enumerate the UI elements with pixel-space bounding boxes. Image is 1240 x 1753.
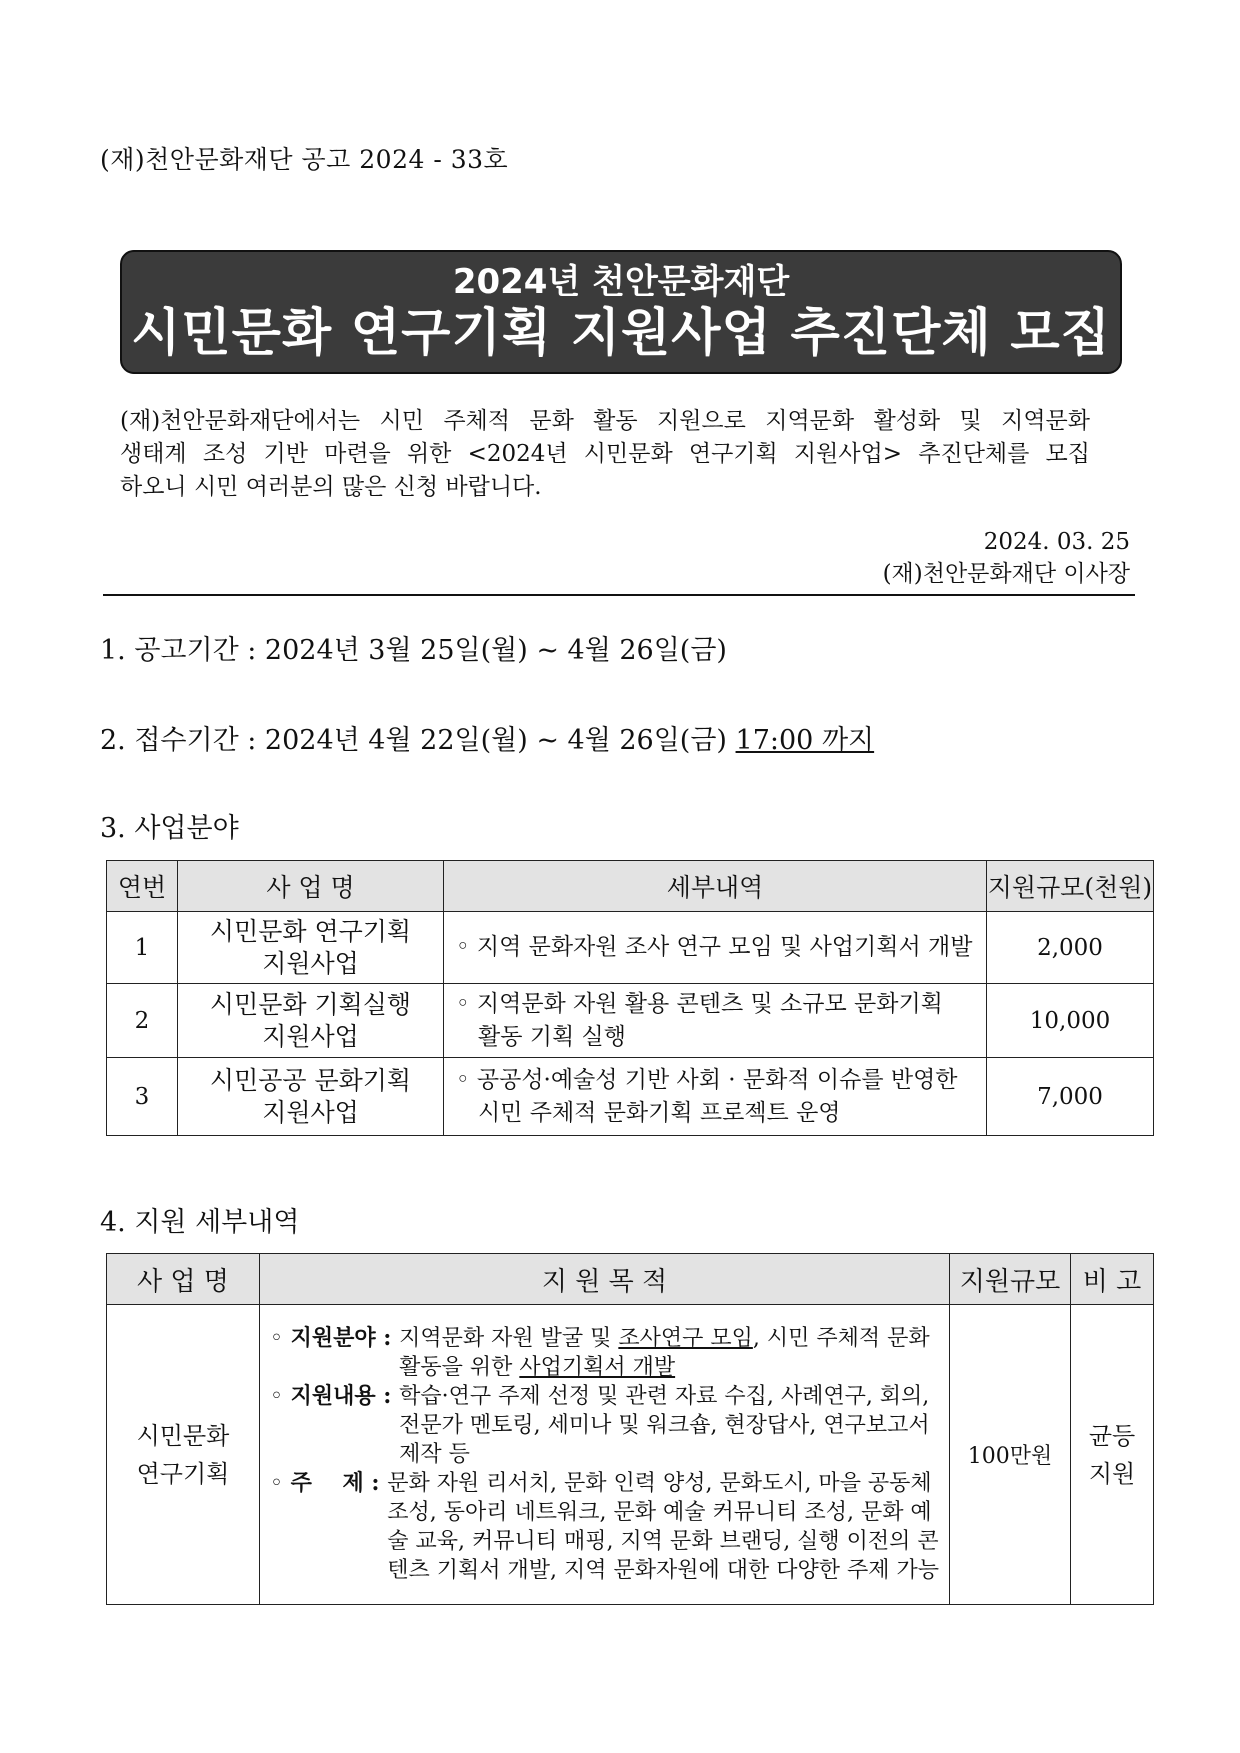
program-name-line: 시민문화 기획실행 [209,989,412,1019]
purpose-text [399,1324,945,1382]
detail-line: 활동 기획 실행 [478,1023,626,1050]
intro-line: 하오니 시민 여러분의 많은 신청 바랍니다. [120,474,542,500]
intro-paragraph [120,405,1090,504]
row-number: 2 [107,984,178,1058]
support-amount: 100만원 [950,1305,1071,1605]
field-text-b: 조사연구 모임 [618,1326,753,1351]
application-deadline: 17:00 까지 [735,725,875,756]
row-number: 3 [107,1058,178,1136]
section-business-areas: 3. 사업분야 [100,813,239,844]
intro-line: 생태계 조성 기반 마련을 위한 <2024년 시민문화 연구기획 지원사업> 추진단체를 모집 [120,441,1090,467]
support-amount: 7,000 [987,1058,1154,1136]
note-line: 지원 [1088,1459,1136,1488]
section-support-details: 4. 지원 세부내역 [100,1207,300,1238]
column-header: 지원규모(천원) [987,861,1154,912]
purpose-label: ◦ 주 제 : [270,1470,388,1496]
detail-line: ◦ 공공성·예술성 기반 사회 · 문화적 이슈를 반영한 [456,1066,958,1093]
divider [103,594,1135,596]
purpose-label: ◦ 지원내용 : [270,1383,400,1409]
program-name-line: 지원사업 [262,1097,359,1127]
table-row [107,912,1154,984]
program-name [107,1305,260,1605]
purpose-field-row [270,1324,945,1382]
program-name [178,1058,444,1136]
purpose-text: 학습·연구 주제 선정 및 관련 자료 수집, 사례연구, 회의, 전문가 멘토링, 세미나 및 워크숍, 현장답사, 연구보고서 제작 등 [399,1384,930,1467]
intro-line: (재)천안문화재단에서는 시민 주체적 문화 활동 지원으로 지역문화 활성화 및 지역문화 [120,408,1090,434]
detail-line: 시민 주체적 문화기획 프로젝트 운영 [478,1099,841,1126]
column-header: 지원규모 [950,1254,1071,1305]
column-header: 비 고 [1071,1254,1154,1305]
table-row [107,984,1154,1058]
title-banner [120,250,1122,374]
section-announcement-period: 1. 공고기간 : 2024년 3월 25일(월) ~ 4월 26일(금) [100,635,727,666]
support-amount: 10,000 [987,984,1154,1058]
table-row [107,1305,1154,1605]
support-purpose [260,1305,950,1605]
program-name-line: 시민문화 연구기획 [209,916,412,946]
program-name-line: 시민공공 문화기획 [209,1065,412,1095]
notice-number: (재)천안문화재단 공고 2024 - 33호 [100,145,509,174]
issuer: (재)천안문화재단 이사장 [882,561,1130,587]
column-header: 세부내역 [444,861,987,912]
field-text-c: , 시민 주체적 문화 활동을 위한 [399,1326,930,1380]
program-detail [444,984,987,1058]
column-header: 지 원 목 적 [260,1254,950,1305]
note-line: 균등 [1088,1421,1136,1450]
table-header-row [107,1254,1154,1305]
purpose-label: ◦ 지원분야 : [270,1325,400,1351]
row-number: 1 [107,912,178,984]
program-name [178,984,444,1058]
support-details-table [106,1253,1154,1605]
program-detail [444,1058,987,1136]
column-header: 사 업 명 [107,1254,260,1305]
issue-date: 2024. 03. 25 [983,529,1130,555]
field-text-d: 사업기획서 개발 [519,1355,676,1380]
purpose-text: 문화 자원 리서치, 문화 인력 양성, 문화도시, 마을 공동체 조성, 동아리 네트워크, 문화 예술 커뮤니티 조성, 문화 예술 교육, 커뮤니티 매핑, 지역 문화 브랜딩, 실행 이전의 콘텐츠 기획서 개발, 지역 문화자원에 대한 다양한 주제 가능 [387,1471,939,1583]
purpose-content-row [270,1382,945,1469]
detail-line: ◦ 지역문화 자원 활용 콘텐츠 및 소규모 문화기획 [456,990,943,1017]
program-name-line: 지원사업 [262,1021,359,1051]
column-header: 연번 [107,861,178,912]
field-text-a: 지역문화 자원 발굴 및 [399,1326,619,1351]
application-period-text: 2. 접수기간 : 2024년 4월 22일(월) ~ 4월 26일(금) [100,725,736,756]
program-name [178,912,444,984]
table-row [107,1058,1154,1136]
banner-subtitle: 2024년 천안문화재단 [452,262,790,302]
program-name-line: 연구기획 [136,1459,230,1488]
detail-line: ◦ 지역 문화자원 조사 연구 모임 및 사업기획서 개발 [456,934,973,960]
issue-block [883,526,1130,590]
column-header: 사 업 명 [178,861,444,912]
support-amount: 2,000 [987,912,1154,984]
section-application-period [100,718,874,757]
program-name-line: 시민문화 [136,1421,230,1450]
banner-title: 시민문화 연구기획 지원사업 추진단체 모집 [131,304,1111,363]
program-detail [444,912,987,984]
program-name-line: 지원사업 [262,948,359,978]
purpose-topic-row [270,1469,945,1585]
table-header-row [107,861,1154,912]
business-areas-table [106,860,1154,1136]
note [1071,1305,1154,1605]
